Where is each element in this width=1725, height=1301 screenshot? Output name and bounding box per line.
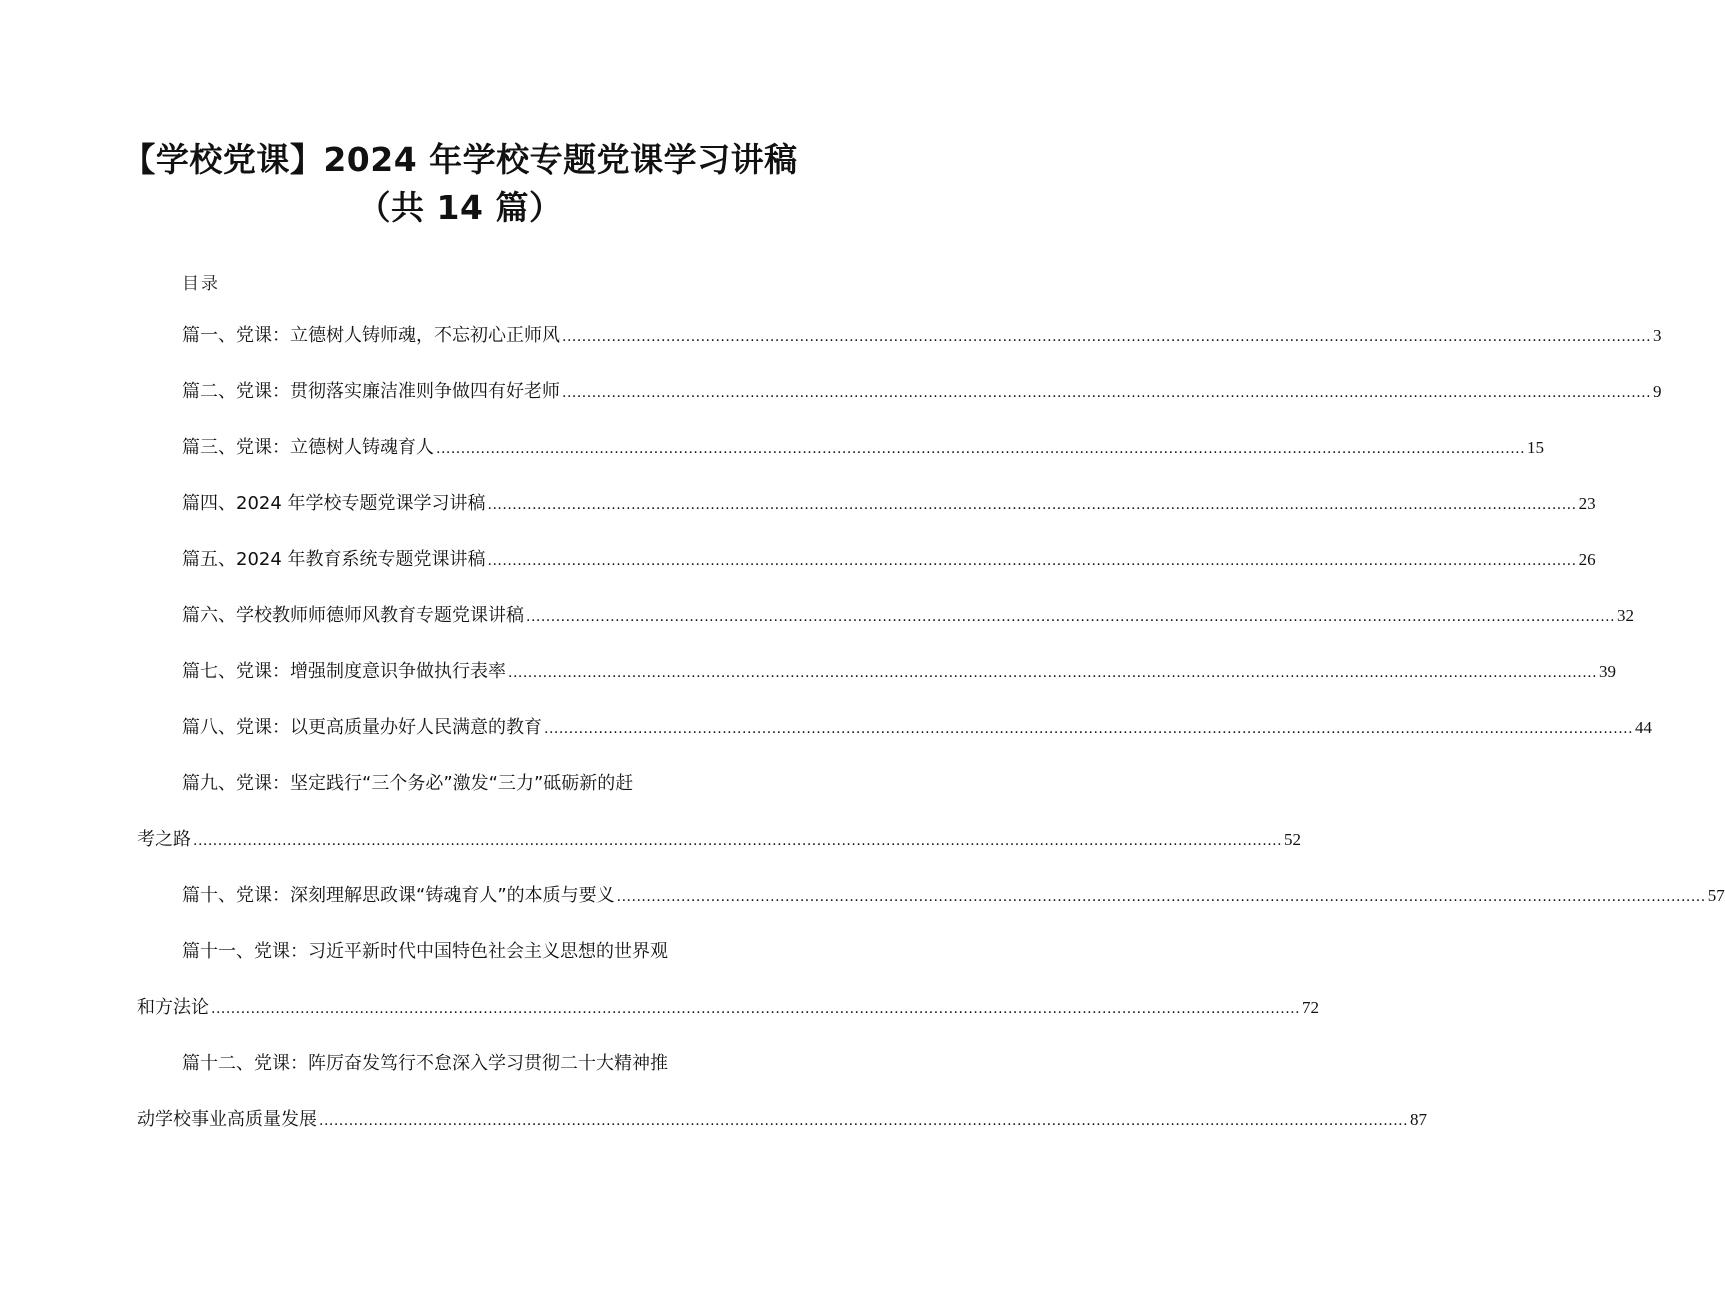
toc-entry-page: 52 [1284,830,1302,849]
toc-entry-page: 44 [1635,718,1653,737]
toc-entry-title: 篇一、党课：立德树人铸师魂，不忘初心正师风 [182,325,560,346]
toc-entry-title-continued: 考之路 [137,829,191,850]
document-title-line-1: 【学校党课】2024 年学校专题党课学习讲稿 [122,140,798,179]
toc-entry[interactable] [182,715,1653,741]
toc-leader-dots: ............................................................................................................................................................................................................................ [508,665,1598,681]
toc-leader-dots: ............................................................................................................................................................................................................................ [562,329,1652,345]
toc-entry-page: 26 [1578,550,1596,569]
toc-entry[interactable] [182,659,1617,685]
document-title-line-2: （共 14 篇） [357,188,563,227]
toc-leader-dots: ............................................................................................................................................................................................................................ [526,609,1616,625]
toc-entry[interactable] [182,323,1662,349]
toc-entry[interactable] [182,603,1635,629]
toc-entry[interactable] [182,379,1662,405]
toc-entry-page: 39 [1599,662,1617,681]
toc-entry-page: 23 [1578,494,1596,513]
toc-entry-title[interactable]: 篇十一、党课：习近平新时代中国特色社会主义思想的世界观 [182,941,668,962]
toc-entry[interactable] [182,883,1725,909]
toc-entry-title: 篇二、党课：贯彻落实廉洁准则争做四有好老师 [182,381,560,402]
toc-entry-title: 篇三、党课：立德树人铸魂育人 [182,437,434,458]
toc-leader-dots: ............................................................................................................................................................................................................................ [562,385,1652,401]
toc-leader-dots: ............................................................................................................................................................................................................................ [487,497,1577,513]
toc-entry-title: 篇五、2024 年教育系统专题党课讲稿 [182,549,486,570]
toc-leader-dots: ............................................................................................................................................................................................................................ [487,553,1577,569]
toc-leader-dots: ............................................................................................................................................................................................................................ [544,721,1634,737]
toc-entry-title-continued: 动学校事业高质量发展 [137,1109,317,1130]
toc-entry[interactable] [137,827,1302,853]
toc-entry[interactable] [137,1107,1428,1133]
toc-leader-dots: ............................................................................................................................................................................................................................ [319,1113,1409,1129]
toc-entry-title: 篇十、党课：深刻理解思政课“铸魂育人”的本质与要义 [182,885,615,906]
toc-entry-page: 3 [1653,326,1662,345]
toc-entry[interactable] [182,491,1596,517]
toc-entry-page: 15 [1527,438,1545,457]
toc-entry-page: 87 [1410,1110,1428,1129]
toc-entry-page: 9 [1653,382,1662,401]
toc-leader-dots: ............................................................................................................................................................................................................................ [436,441,1526,457]
toc-leader-dots: ............................................................................................................................................................................................................................ [193,833,1283,849]
toc-entry-title[interactable]: 篇十二、党课：阵厉奋发笃行不怠深入学习贯彻二十大精神推 [182,1053,668,1074]
toc-entry-title[interactable]: 篇九、党课：坚定践行“三个务必”激发“三力”砥砺新的赶 [182,773,634,794]
toc-entry-title: 篇八、党课：以更高质量办好人民满意的教育 [182,717,542,738]
toc-leader-dots: ............................................................................................................................................................................................................................ [616,889,1706,905]
toc-entry[interactable] [182,435,1545,461]
toc-heading: 目录 [182,274,220,294]
toc-entry-title-continued: 和方法论 [137,997,209,1018]
toc-entry-page: 32 [1617,606,1635,625]
toc-leader-dots: ............................................................................................................................................................................................................................ [211,1001,1301,1017]
toc-entry-title: 篇七、党课：增强制度意识争做执行表率 [182,661,506,682]
toc-entry-page: 57 [1707,886,1725,905]
toc-entry[interactable] [182,547,1596,573]
toc-entry-title: 篇六、学校教师师德师风教育专题党课讲稿 [182,605,524,626]
toc-entry-page: 72 [1302,998,1320,1017]
toc-entry[interactable] [137,995,1320,1021]
toc-entry-title: 篇四、2024 年学校专题党课学习讲稿 [182,493,486,514]
